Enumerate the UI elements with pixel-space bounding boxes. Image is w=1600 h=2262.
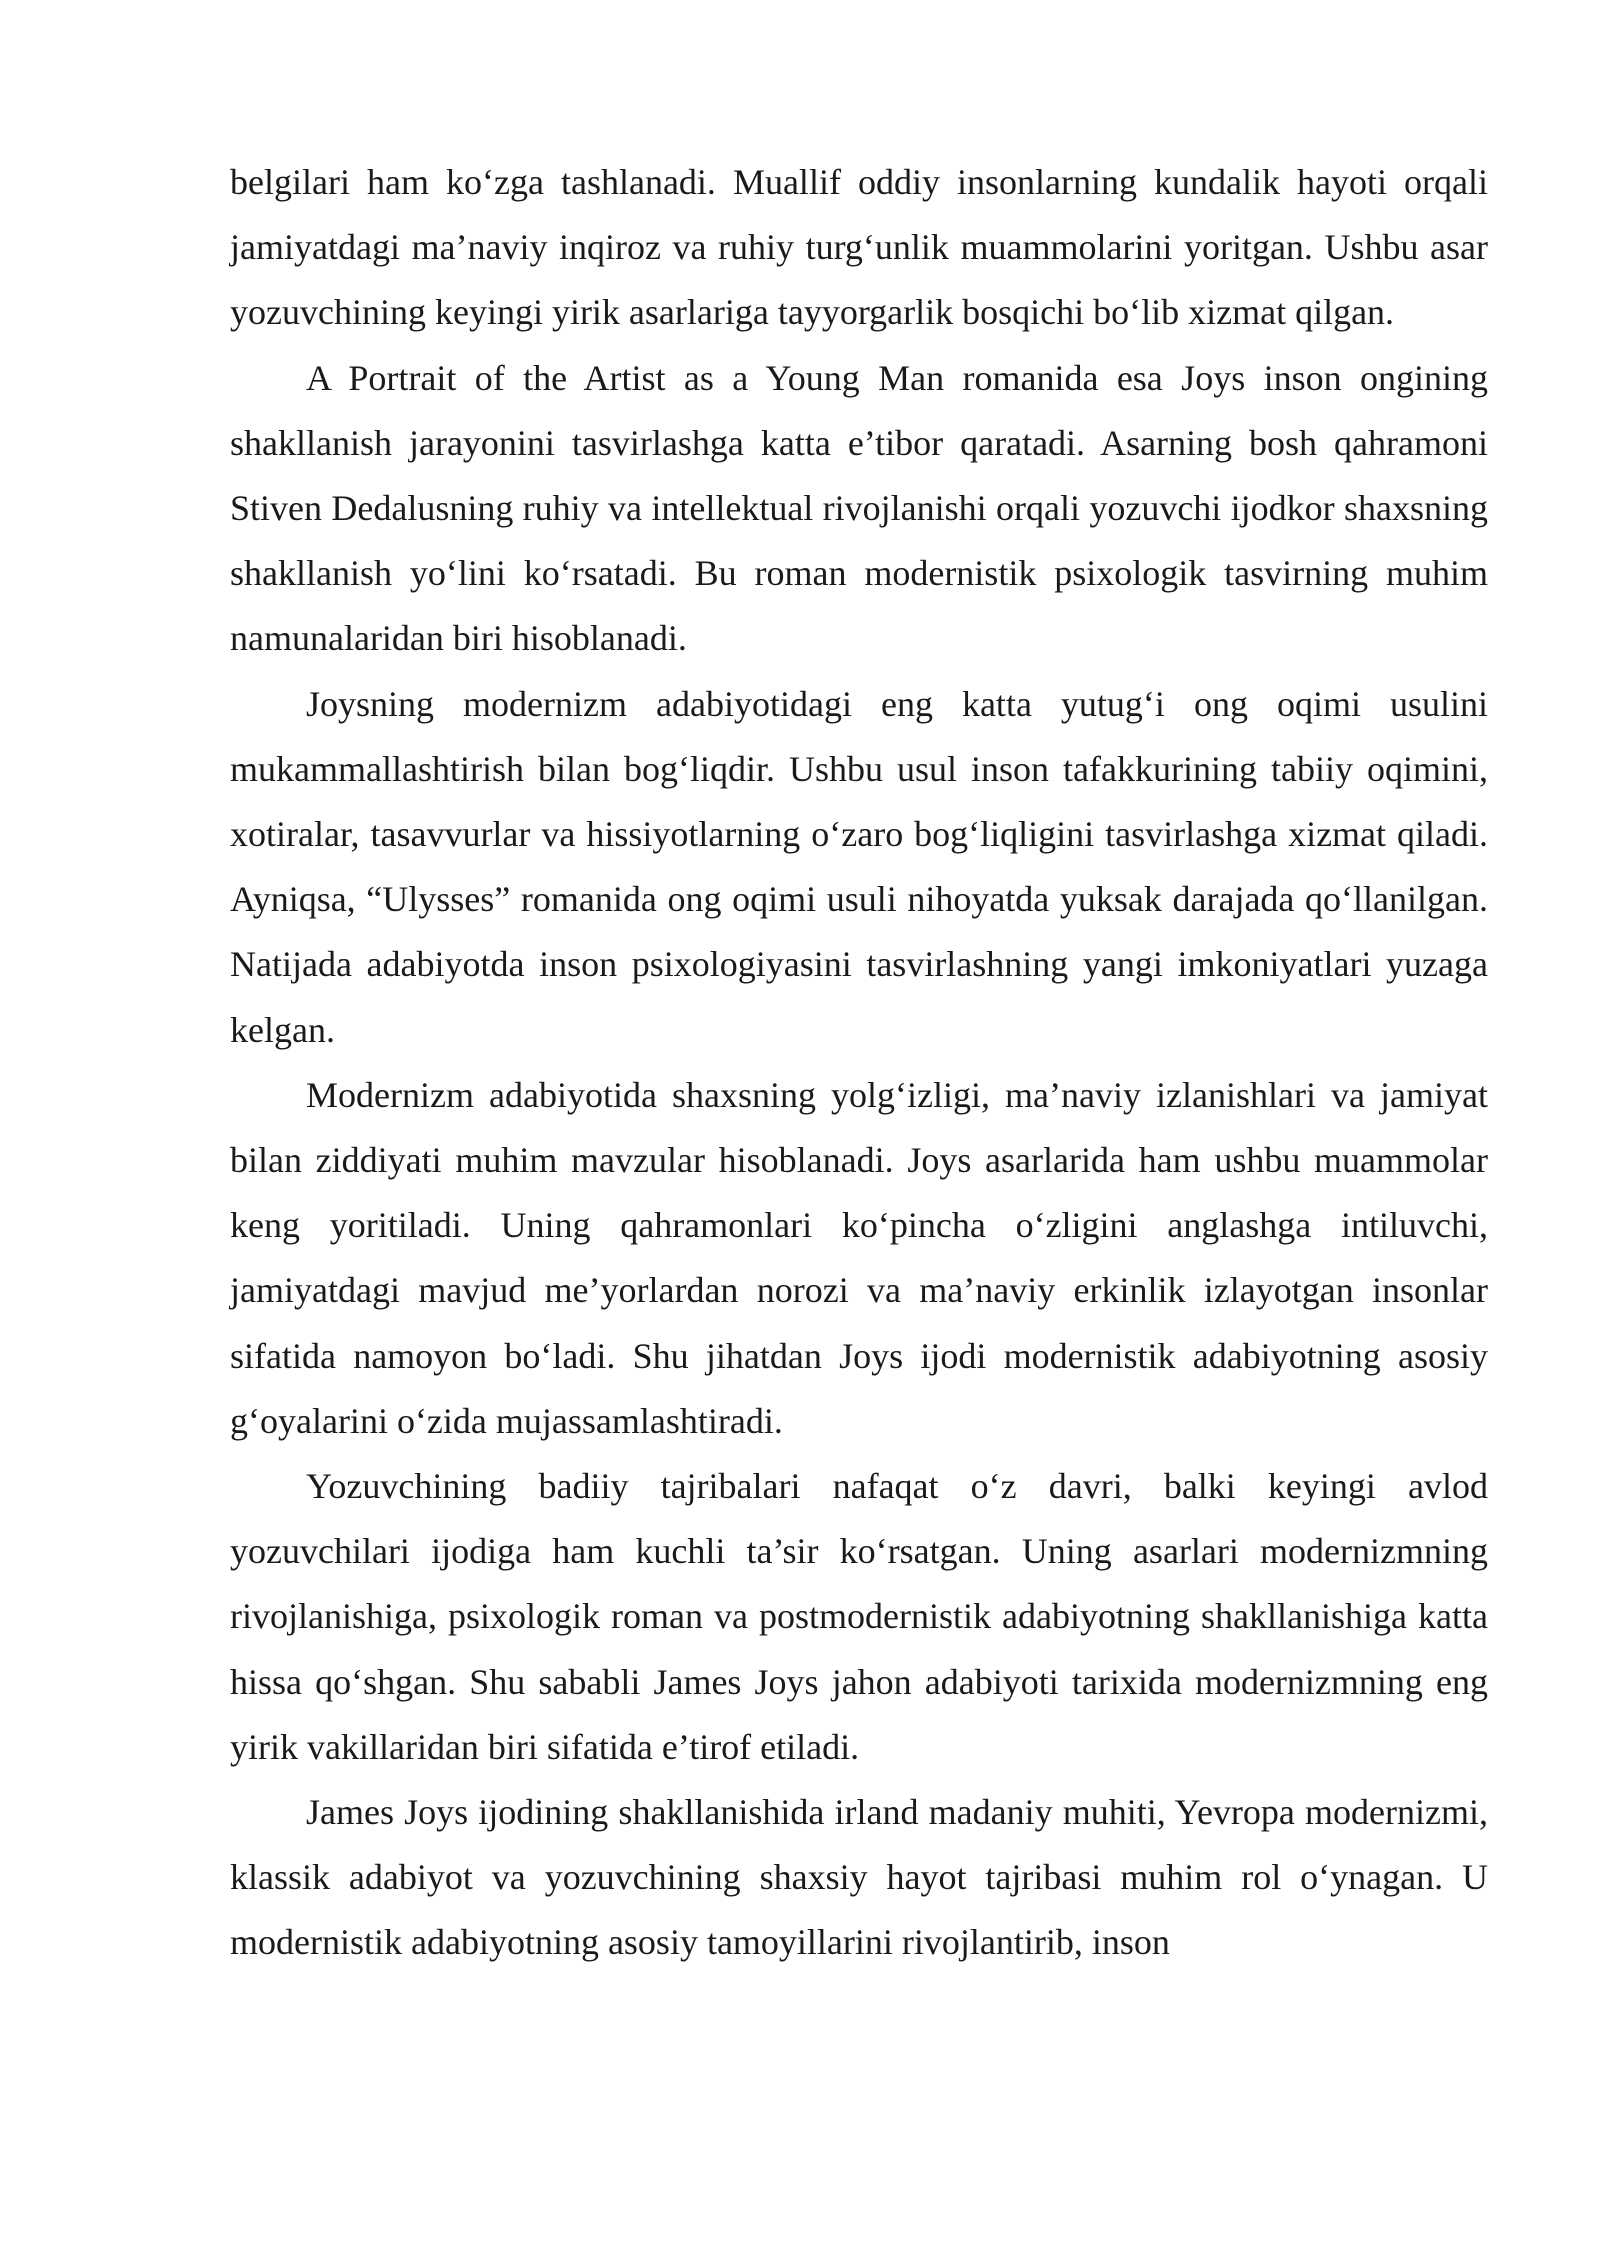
document-page bbox=[230, 150, 1488, 1976]
paragraph-portrait-artist: A Portrait of the Artist as a Young Man romanida esa Joys inson ongining shakllanish jarayonini tasvirlashga katta e’tibor qaratadi. Asarning bosh qahramoni Stiven Dedalusning ruhiy va intellektual rivojlanishi orqali yozuvchi ijodkor shaxsning shakllanish yo‘lini ko‘rsatadi. Bu roman modernistik psixologik tasvirning muhim namunalaridan biri hisoblanadi. bbox=[230, 357, 1488, 659]
paragraph-stream-of-consciousness: Joysning modernizm adabiyotidagi eng katta yutug‘i ong oqimi usulini mukammallashtirish bilan bog‘liqdir. Ushbu usul inson tafakkurining tabiiy oqimini, xotiralar, tasavvurlar va hissiyotlarning o‘zaro bog‘liqligini tasvirlashga xizmat qiladi. Ayniqsa, “Ulysses” romanida ong oqimi usuli nihoyatda yuksak darajada qo‘llanilgan. Natijada adabiyotda inson psixologiyasini tasvirlashning yangi imkoniyatlari yuzaga kelgan. bbox=[230, 683, 1488, 1050]
paragraph-formation: James Joys ijodining shakllanishida irland madaniy muhiti, Yevropa modernizmi, klassik adabiyot va yozuvchining shaxsiy hayot tajribasi muhim rol o‘ynagan. U modernistik adabiyotning asosiy tamoyillarini rivojlantirib, inson bbox=[230, 1792, 1488, 1963]
paragraph-influence: Yozuvchining badiiy tajribalari nafaqat o‘z davri, balki keyingi avlod yozuvchilari ijodiga ham kuchli ta’sir ko‘rsatgan. Uning asarlari modernizmning rivojlanishiga, psixologik roman va postmodernistik adabiyotning shakllanishiga katta hissa qo‘shgan. Shu sababli James Joys jahon adabiyoti tarixida modernizmning eng yirik vakillaridan biri sifatida e’tirof etiladi. bbox=[230, 1466, 1488, 1767]
paragraph-modernism-themes: Modernizm adabiyotida shaxsning yolg‘izligi, ma’naviy izlanishlari va jamiyat bilan ziddiyati muhim mavzular hisoblanadi. Joys asarlarida ham ushbu muammolar keng yoritiladi. Uning qahramonlari ko‘pincha o‘zligini anglashga intiluvchi, jamiyatdagi mavjud me’yorlardan norozi va ma’naviy erkinlik izlayotgan insonlar sifatida namoyon bo‘ladi. Shu jihatdan Joys ijodi modernistik adabiyotning asosiy g‘oyalarini o‘zida mujassamlashtiradi. bbox=[230, 1074, 1488, 1441]
paragraph-continuation: belgilari ham ko‘zga tashlanadi. Muallif oddiy insonlarning kundalik hayoti orqali jamiyatdagi ma’naviy inqiroz va ruhiy turg‘unlik muammolarini yoritgan. Ushbu asar yozuvchining keyingi yirik asarlariga tayyorgarlik bosqichi bo‘lib xizmat qilgan. bbox=[230, 162, 1488, 333]
